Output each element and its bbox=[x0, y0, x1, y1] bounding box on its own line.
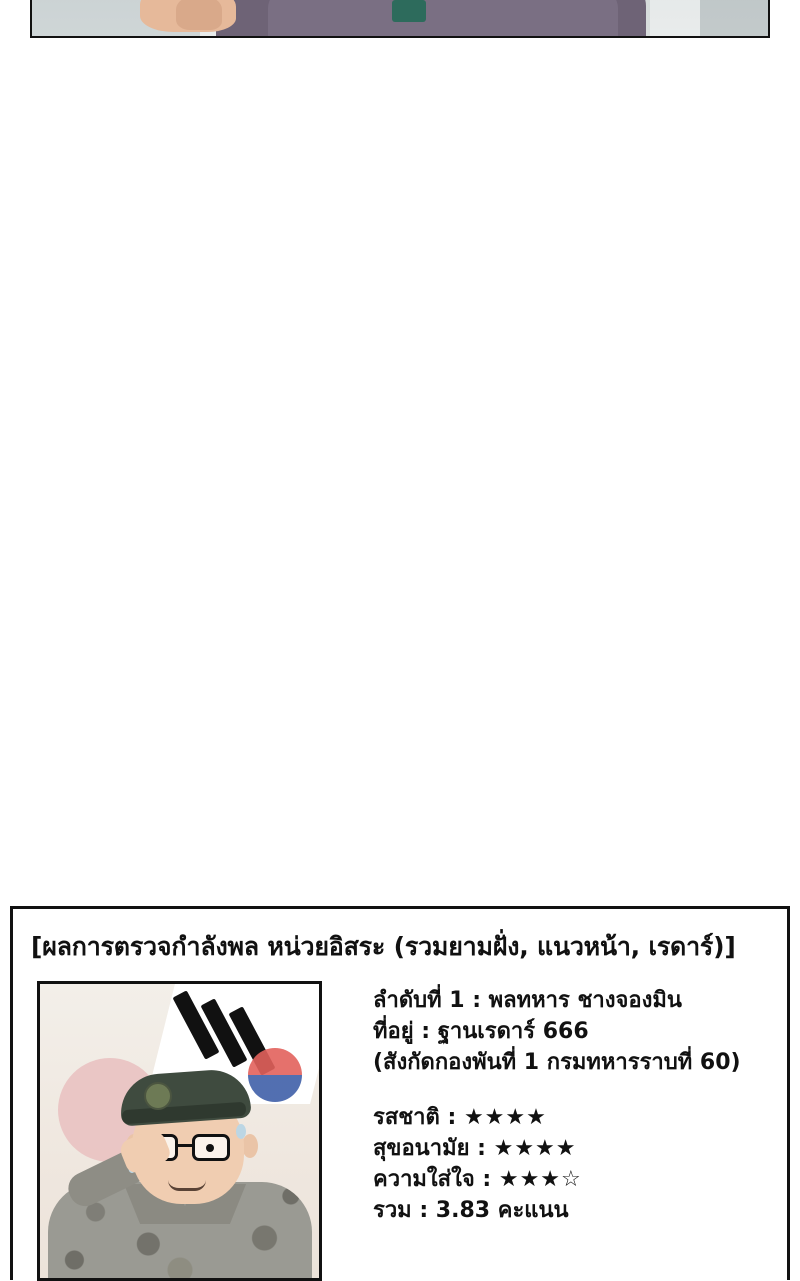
soldier-photo bbox=[37, 981, 322, 1281]
rating-attention bbox=[373, 1164, 779, 1195]
rating-total: รวม : 3.83 คะแนน bbox=[373, 1198, 569, 1223]
flag-taegeuk-icon bbox=[248, 1048, 302, 1102]
rating-attention-stars: ★★★☆ bbox=[498, 1167, 582, 1192]
panel-border bbox=[30, 0, 770, 38]
rating-taste bbox=[373, 1102, 779, 1133]
page-title: [ผลการตรวจกำลังพล หน่วยอิสระ (รวมยามฝั่ง, แนวหน้า, เรดาร์)] bbox=[31, 932, 736, 961]
rating-hygiene bbox=[373, 1133, 779, 1164]
eye-right bbox=[206, 1144, 214, 1152]
previous-panel-bottom-edge bbox=[0, 0, 800, 38]
rating-hygiene-label: สุขอนามัย : bbox=[373, 1136, 486, 1161]
ear-right bbox=[242, 1134, 258, 1158]
detail-location: ที่อยู่ : ฐานเรดาร์ 666 bbox=[373, 1019, 589, 1044]
details-spacer bbox=[373, 1078, 779, 1102]
rating-hygiene-stars: ★★★★ bbox=[493, 1136, 577, 1161]
page-gutter bbox=[0, 38, 800, 906]
detail-rank-name: ลำดับที่ 1 : พลทหาร ชางจองมิน bbox=[373, 988, 682, 1013]
rating-taste-label: รสชาติ : bbox=[373, 1105, 457, 1130]
mouth bbox=[168, 1180, 206, 1191]
soldier-details bbox=[373, 985, 779, 1226]
inspection-result-panel bbox=[10, 906, 790, 1280]
sweat-drop-icon bbox=[236, 1124, 246, 1139]
rating-attention-label: ความใส่ใจ : bbox=[373, 1167, 492, 1192]
detail-unit: (สังกัดกองพันที่ 1 กรมทหารราบที่ 60) bbox=[373, 1050, 741, 1075]
rating-taste-stars: ★★★★ bbox=[463, 1105, 547, 1130]
unit-badge-icon bbox=[144, 1082, 172, 1110]
glasses-bridge bbox=[178, 1144, 192, 1147]
